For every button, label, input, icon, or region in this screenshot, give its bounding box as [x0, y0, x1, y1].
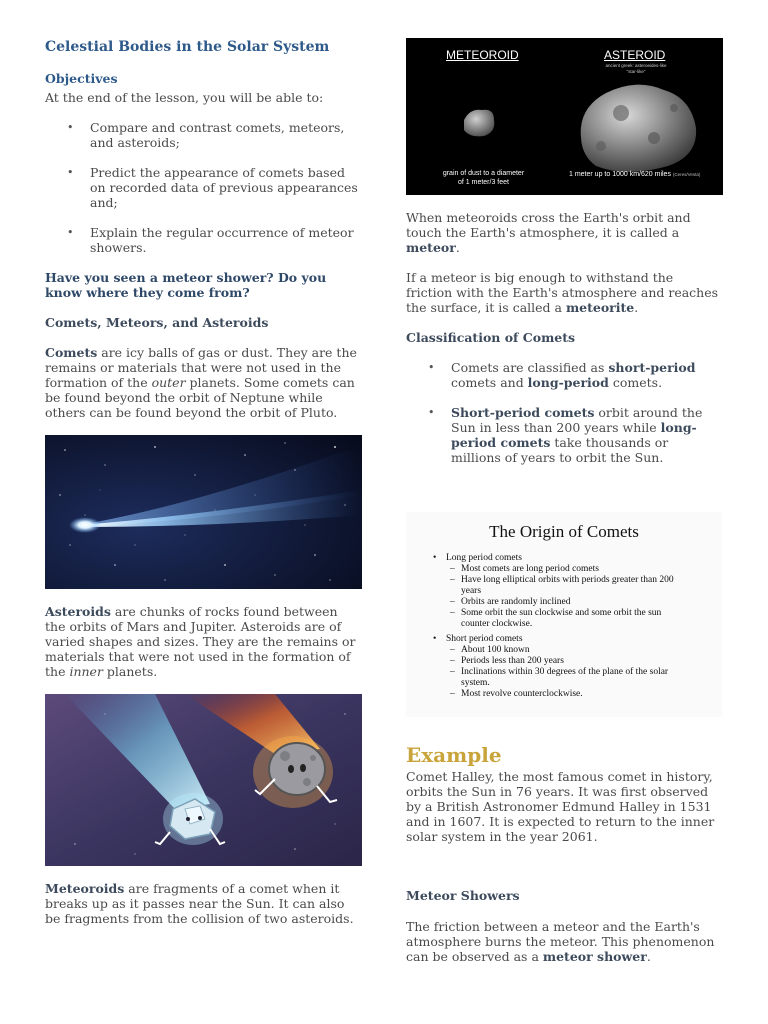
classification-text: orbit around the Sun in less than 200 years while	[451, 405, 703, 435]
page-title: Celestial Bodies in the Solar System	[45, 39, 330, 55]
classification-text: take thousands or millions of years to orbit the Sun.	[451, 435, 669, 465]
objective-item: • Explain the regular occurrence of meteor showers.	[45, 225, 360, 255]
origin-item: – Periods less than 200 years	[406, 656, 722, 667]
asteroids-text: are chunks of rocks found between the orbits of Mars and Jupiter. Asteroids are of varied shapes and sizes. They are the remains or materials that were not used in the formation of the	[45, 604, 356, 679]
meteor-paragraph	[406, 210, 722, 255]
origin-item: counter clockwise.	[461, 619, 533, 629]
meteor-term: meteor	[406, 240, 456, 255]
example-paragraph: Comet Halley, the most famous comet in history, orbits the Sun in 76 years. It was first observed by a British Astronomer Edmund Halley in 1531 and in 1607. It is expected to return to the inner solar system in the year 2061.	[406, 769, 715, 844]
classification-item	[406, 405, 722, 465]
meteoroids-term: Meteoroids	[45, 881, 125, 896]
classification-text: comets.	[608, 375, 663, 390]
meteor-showers-paragraph	[406, 919, 722, 964]
cartoon-comet-asteroid-illustration	[45, 694, 362, 866]
objectives-intro: At the end of the lesson, you will be able to:	[45, 90, 324, 105]
meteoroids-text: are fragments of a comet when it breaks up as it passes near the Sun. It can also be fragments from the collision of two asteroids.	[45, 881, 354, 926]
meteor-end: .	[455, 240, 460, 255]
short-period-label: • Short period comets	[406, 634, 722, 645]
meteoroid-caption: grain of dust to a diameter of 1 meter/3 feet	[442, 170, 525, 186]
meteorite-paragraph	[406, 270, 722, 315]
classification-text: Comets are classified as	[451, 360, 609, 375]
long-period-label: • Long period comets	[406, 553, 722, 564]
meteor-showers-end: .	[646, 949, 651, 964]
origin-title: The Origin of Comets	[489, 522, 639, 541]
origin-list	[406, 553, 722, 700]
meteorite-term: meteorite	[565, 300, 635, 315]
comets-text: are icy balls of gas or dust. They are the remains or materials that were not used in the formation of the	[45, 345, 357, 390]
objectives-heading: Objectives	[45, 71, 118, 86]
long-period-comets-term: long-period comets	[451, 420, 697, 450]
origin-item: – Orbits are randomly inclined	[406, 597, 722, 608]
meteor-text: When meteoroids cross the Earth's orbit and touch the Earth's atmosphere, it is called a	[406, 210, 691, 240]
origin-item: – Some orbit the sun clockwise and some orbit the sun	[406, 608, 722, 619]
classification-list	[406, 360, 722, 465]
objective-item: • Compare and contrast comets, meteors, and asteroids;	[45, 120, 360, 150]
classification-text: comets and	[451, 375, 528, 390]
example-heading: Example	[406, 743, 502, 767]
origin-item: – About 100 known	[406, 645, 722, 656]
objective-item: • Predict the appearance of comets based on recorded data of previous appearances and;	[45, 165, 360, 210]
meteor-showers-heading: Meteor Showers	[406, 888, 520, 903]
objectives-list	[45, 120, 360, 255]
comets-emphasis: outer	[151, 375, 186, 390]
asteroid-label: ASTEROID	[604, 48, 666, 62]
comets-paragraph	[45, 345, 360, 420]
origin-item: – Inclinations within 30 degrees of the plane of the solar	[406, 667, 722, 678]
asteroid-caption	[569, 171, 700, 178]
meteor-shower-term: meteor shower	[542, 949, 647, 964]
asteroids-term: Asteroids	[45, 604, 111, 619]
comets-text-end: planets. Some comets can be found beyond the orbit of Neptune while others can be found beyond the orbit of Pluto.	[45, 375, 355, 420]
asteroid-subtitle: ancient greek: asteroeides-like "star-like"	[605, 63, 667, 74]
classification-heading: Classification of Comets	[406, 330, 576, 345]
origin-item: – Have long elliptical orbits with periods greater than 200	[406, 575, 722, 586]
short-period-comets-term: Short-period comets	[451, 405, 595, 420]
classification-item	[406, 360, 722, 390]
meteorite-end: .	[634, 300, 639, 315]
asteroid-caption-text: 1 meter up to 1000 km/620 miles	[569, 171, 671, 178]
question-heading: Have you seen a meteor shower? Do you know where they come from?	[45, 270, 327, 300]
asteroid-caption-small: (Ceres/Vesta)	[672, 172, 701, 177]
origin-item: years	[461, 586, 482, 596]
meteoroid-asteroid-figure	[406, 38, 723, 195]
long-period-term: long-period	[527, 375, 609, 390]
asteroids-paragraph	[45, 604, 360, 679]
short-period-term: short-period	[608, 360, 696, 375]
asteroids-text-end: planets.	[102, 664, 158, 679]
origin-of-comets-slide	[406, 512, 722, 717]
comets-term: Comets	[45, 345, 98, 360]
meteoroid-label: METEOROID	[446, 48, 519, 62]
asteroids-emphasis: inner	[69, 664, 103, 679]
meteorite-text: If a meteor is big enough to withstand the friction with the Earth's atmosphere and reaches the surface, it is called a	[406, 270, 719, 315]
meteoroids-paragraph	[45, 881, 360, 926]
section-comets-meteors-asteroids: Comets, Meteors, and Asteroids	[45, 315, 269, 330]
meteor-showers-text: The friction between a meteor and the Earth's atmosphere burns the meteor. This phenomenon can be observed as a	[406, 919, 715, 964]
origin-item: – Most revolve counterclockwise.	[406, 689, 722, 700]
origin-item: – Most comets are long period comets	[406, 564, 722, 575]
comet-photo	[45, 435, 362, 589]
origin-item: system.	[461, 678, 490, 688]
